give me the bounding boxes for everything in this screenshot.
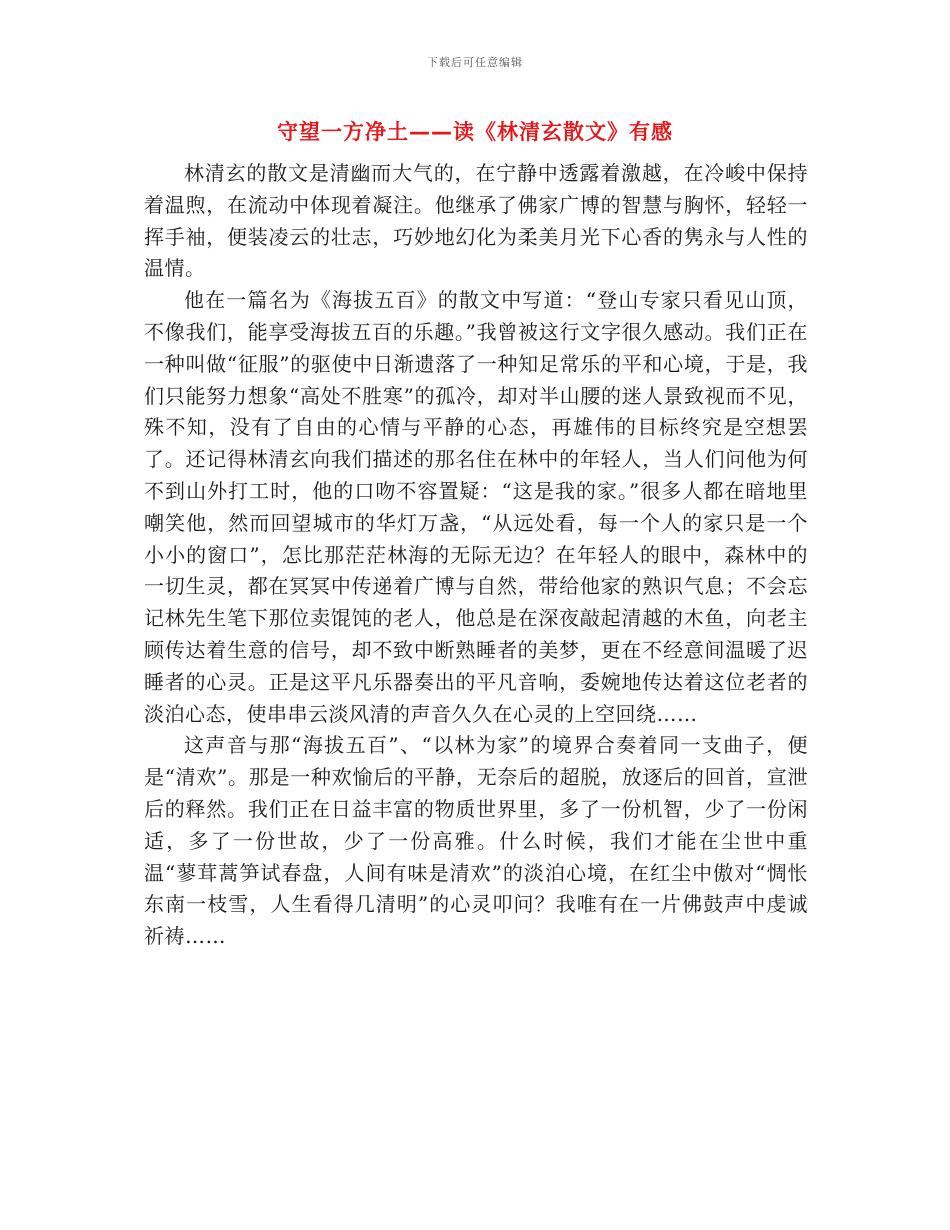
document-title: 守望一方净土——读《林清玄散文》有感 (277, 120, 673, 144)
paragraph-3: 这声音与那“海拔五百”、“以林为家”的境界合奏着同一支曲子，便是“清欢”。那是一种欢愉后的平静，无奈后的超脱，放逐后的回首，宣泄后的释然。我们正在日益丰富的物质世界里，多了一份机智，少了一份闲适，多了一份世故，少了一份高雅。什么时候，我们才能在尘世中重温“蓼茸蒿笋试春盘，人间有味是清欢”的淡泊心境，在红尘中傲对“惆怅东南一枝雪，人生看得几清明”的心灵叩问？我唯有在一片佛鼓声中虔诚祈祷…… (144, 733, 808, 949)
paragraph-2: 他在一篇名为《海拔五百》的散文中写道：“登山专家只看见山顶，不像我们，能享受海拔五百的乐趣。”我曾被这行文字很久感动。我们正在一种叫做“征服”的驱使中日渐遗落了一种知足常乐的平和心境，于是，我们只能努力想象“高处不胜寒”的孤冷，却对半山腰的迷人景致视而不见，殊不知，没有了自由的心情与平静的心态，再雄伟的目标终究是空想罢了。还记得林清玄向我们描述的那名住在林中的年轻人，当人们问他为何不到山外打工时，他的口吻不容置疑：“这是我的家。”很多人都在暗地里嘲笑他，然而回望城市的华灯万盏，“从远处看，每一个人的家只是一个小小的窗口”，怎比那茫茫林海的无际无边？在年轻人的眼中，森林中的一切生灵，都在冥冥中传递着广博与自然，带给他家的熟识气息；不会忘记林先生笔下那位卖馄饨的老人，他总是在深夜敲起清越的木鱼，向老主顾传达着生意的信号，却不致中断熟睡者的美梦，更在不经意间温暖了迟睡者的心灵。正是这平凡乐器奏出的平凡音响，委婉地传达着这位老者的淡泊心态，使串串云淡风清的声音久久在心灵的上空回绕…… (144, 288, 808, 726)
header-note: 下载后可任意编辑 (427, 56, 523, 69)
paragraph-1: 林清玄的散文是清幽而大气的，在宁静中透露着激越，在冷峻中保持着温煦，在流动中体现着凝注。他继承了佛家广博的智慧与胸怀，轻轻一挥手袖，便装凌云的壮志，巧妙地幻化为柔美月光下心香的隽永与人性的温情。 (144, 161, 808, 281)
document-body (144, 158, 808, 953)
